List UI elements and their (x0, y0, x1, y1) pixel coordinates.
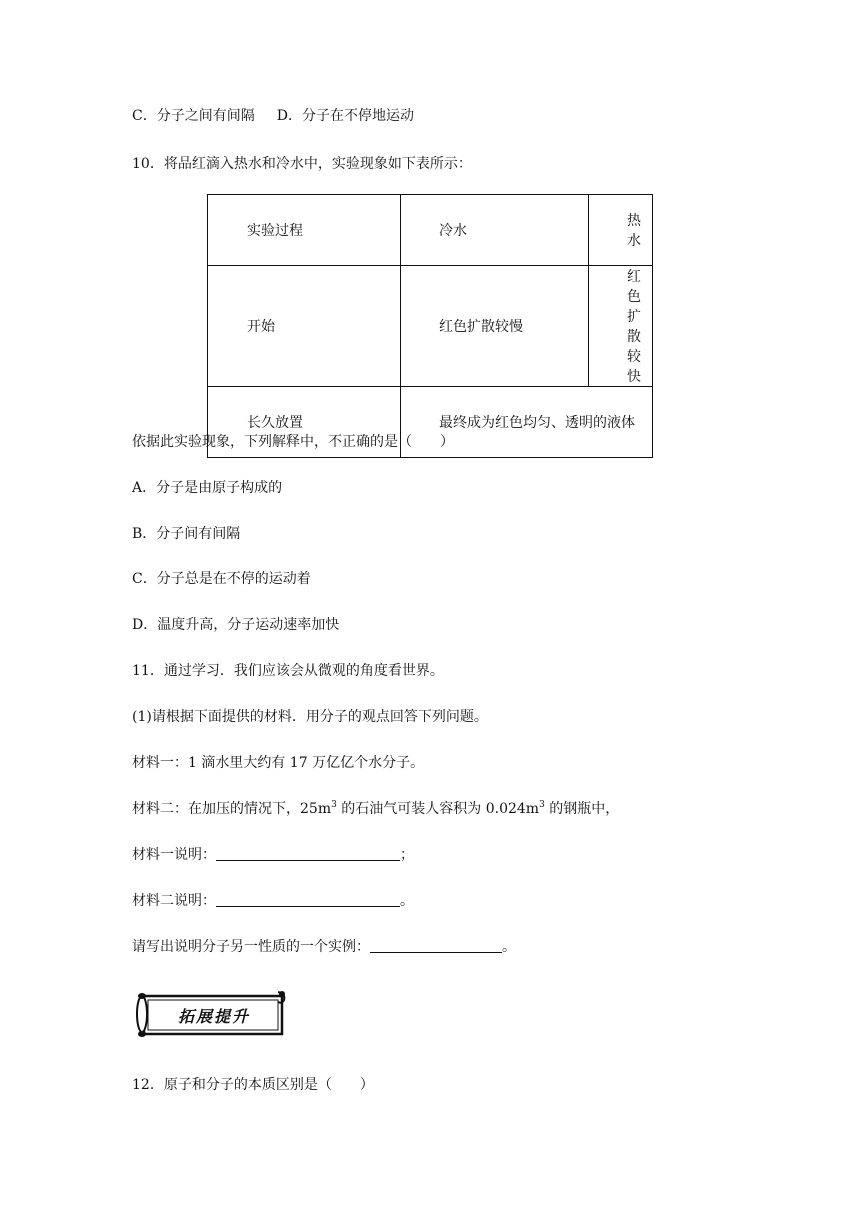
q11-explain2: 材料二说明： 。 (132, 893, 414, 909)
q11-part1: (1)请根据下面提供的材料．用分子的观点回答下列问题。 (132, 709, 488, 725)
experiment-table (207, 194, 653, 458)
section-banner (132, 986, 290, 1042)
q11-material1: 材料一：1 滴水里大约有 17 万亿亿个水分子。 (132, 755, 425, 771)
table-cell: 冷水 (401, 195, 589, 266)
table-cell: 长久放置 (208, 387, 401, 458)
q9-option-c: C．分子之间有间隔 (132, 108, 255, 124)
q11-explain1: 材料一说明： ； (132, 847, 414, 863)
q12-stem: 12．原子和分子的本质区别是（ ） (132, 1077, 374, 1093)
q10-question: 依据此实验现象，下列解释中，不正确的是（ ） (132, 434, 454, 450)
section-banner-title: 拓展提升 (177, 1007, 250, 1026)
q9-options-row (132, 106, 414, 126)
answer-blank[interactable] (216, 846, 400, 861)
answer-blank[interactable] (216, 892, 400, 907)
table-cell: 最终成为红色均匀、透明的液体 (401, 387, 653, 458)
table-cell: 开始 (208, 266, 401, 387)
answer-blank[interactable] (370, 938, 502, 953)
q10-option-a: A．分子是由原子构成的 (132, 480, 283, 496)
q10-stem: 10．将品红滴入热水和冷水中，实验现象如下表所示： (132, 156, 472, 172)
q9-option-d: D．分子在不停地运动 (276, 108, 414, 124)
q11-stem: 11．通过学习．我们应该会从微观的角度看世界。 (132, 663, 444, 679)
table-cell: 红色扩散较慢 (401, 266, 589, 387)
table-cell: 红色扩散较快 (589, 266, 653, 387)
table-cell: 实验过程 (208, 195, 401, 266)
table-row (208, 195, 653, 266)
q10-option-d: D．温度升高，分子运动速率加快 (132, 617, 340, 633)
q11-example: 请写出说明分子另一性质的一个实例： 。 (132, 939, 516, 955)
table-row (208, 266, 653, 387)
q10-option-b: B．分子间有间隔 (132, 526, 241, 542)
q11-material2: 材料二：在加压的情况下，$25m^3$ 的石油气可装人容积为 $0.024m^3$ 的钢瓶中， (132, 800, 620, 817)
table-cell: 热水 (589, 195, 653, 266)
q10-option-c: C．分子总是在不停的运动着 (132, 571, 311, 587)
